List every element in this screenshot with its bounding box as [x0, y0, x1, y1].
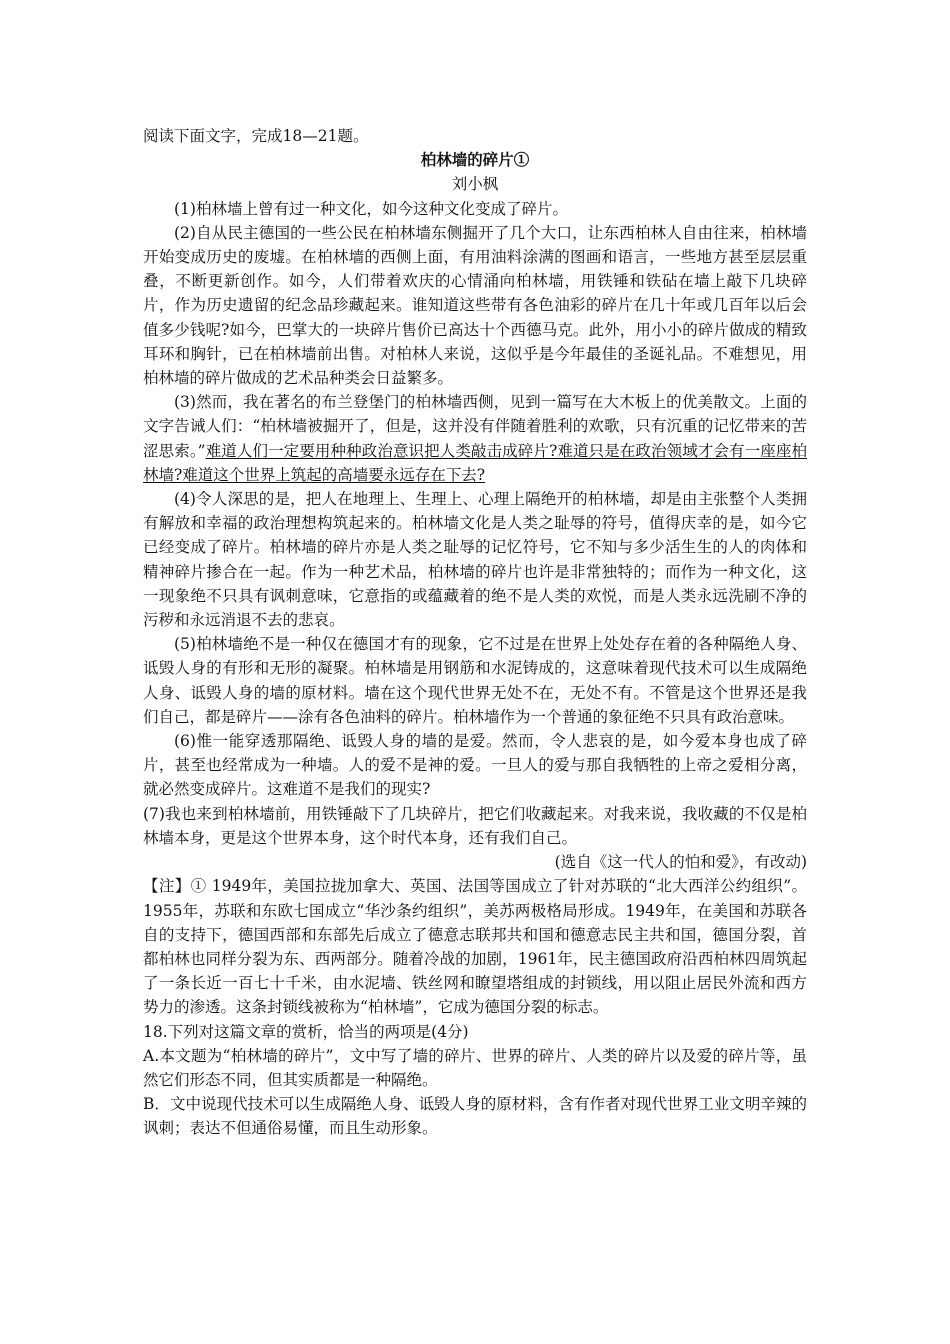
footnote: 【注】① 1949年，美国拉拢加拿大、英国、法国等国成立了针对苏联的“北大西洋公约组织”。1955年，苏联和东欧七国成立“华沙条约组织”，美苏两极格局形成。1949年，在美国和苏联各自的支持下，德国西部和东部先后成立了德意志联邦共和国和德意志民主共和国，德国分裂，首都柏林也同样分裂为东、西两部分。随着冷战的加剧，1961年，民主德国政府沿西柏林四周筑起了一条长近一百七十千米，由水泥墙、铁丝网和瞭望塔组成的封锁线，用以阻止居民外流和西方势力的渗透。这条封锁线被称为“柏林墙”，它成为德国分裂的标志。 — [143, 877, 807, 1017]
paragraph-4: (4)令人深思的是，把人在地理上、生理上、心理上隔绝开的柏林墙，却是由主张整个人类拥有解放和幸福的政治理想构筑起来的。柏林墙文化是人类之耻辱的符号，值得庆幸的是，如今它已经变成了碎片。柏林墙的碎片亦是人类之耻辱的记忆符号，它不知与多少活生生的人的肉体和精神碎片掺合在一起。作为一种艺术品，柏林墙的碎片也许是非常独特的；而作为一种文化，这一现象绝不只具有讽刺意味，它意指的或蕴藏着的绝不是人类的欢悦，而是人类永远洗刷不净的污秽和永远消退不去的悲哀。 — [143, 490, 807, 630]
document-page — [143, 124, 807, 1141]
paragraph-6: (6)惟一能穿透那隔绝、诋毁人身的墙的是爱。然而，令人悲哀的是，如今爱本身也成了碎片，甚至也经常成为一种墙。人的爱不是神的爱。一旦人的爱与那自我牺牲的上帝之爱相分离，就必然变成碎片。这难道不是我们的现实? — [143, 732, 807, 799]
paragraph-1: (1)柏林墙上曾有过一种文化，如今这种文化变成了碎片。 — [174, 199, 568, 218]
option-a: A.本文题为“柏林墙的碎片”，文中写了墙的碎片、世界的碎片、人类的碎片以及爱的碎片等，虽然它们形态不同，但其实质都是一种隔绝。 — [143, 1046, 807, 1089]
article-author: 刘小枫 — [451, 175, 499, 194]
intro-line: 阅读下面文字，完成18—21题。 — [143, 127, 369, 145]
paragraph-3-text: (3)然而，我在著名的布兰登堡门的柏林墙西侧，见到一篇写在大木板上的优美散文。上面的文字告诫人们：“柏林墙被掘开了，但是，这并没有伴随着胜利的欢歌，只有沉重的记忆带来的苦涩思索。” — [143, 393, 807, 460]
source-citation: (选自《这一代人的怕和爱》，有改动) — [554, 853, 807, 872]
option-b: B．文中说现代技术可以生成隔绝人身、诋毁人身的原材料，含有作者对现代世界工业文明辛辣的讽刺；表达不但通俗易懂，而且生动形象。 — [143, 1095, 807, 1138]
paragraph-3-underlined-text: 难道人们一定要用种种政治意识把人类敲击成碎片?难道只是在政治领域才会有一座座柏林墙?难道这个世界上筑起的高墙要永远存在下去? — [143, 441, 807, 484]
paragraph-7: (7)我也来到柏林墙前，用铁锤敲下了几块碎片，把它们收藏起来。对我来说，我收藏的不仅是柏林墙本身，更是这个世界本身，这个时代本身，还有我们自己。 — [143, 804, 807, 847]
paragraph-5: (5)柏林墙绝不是一种仅在德国才有的现象，它不过是在世界上处处存在着的各种隔绝人身、诋毁人身的有形和无形的凝聚。柏林墙是用钢筋和水泥铸成的，这意味着现代技术可以生成隔绝人身、诋毁人身的墙的原材料。墙在这个现代世界无处不在，无处不有。不管是这个世界还是我们自己，都是碎片——涂有各色油料的碎片。柏林墙作为一个普通的象征绝不只具有政治意味。 — [143, 635, 807, 726]
question-18: 18.下列对这篇文章的赏析，恰当的两项是(4分) — [143, 1022, 469, 1041]
article-title: 柏林墙的碎片① — [420, 150, 530, 170]
paragraph-2: (2)自从民主德国的一些公民在柏林墙东侧掘开了几个大口，让东西柏林人自由往来，柏林墙开始变成历史的废墟。在柏林墙的西侧上面，有用油料涂满的图画和语言，一些地方甚至层层重叠，不断更新创作。如今，人们带着欢庆的心情涌向柏林墙，用铁锤和铁砧在墙上敲下几块碎片，作为历史遗留的纪念品珍藏起来。谁知道这些带有各色油彩的碎片在几十年或几百年以后会值多少钱呢?如今，巴掌大的一块碎片售价已高达十个西德马克。此外，用小小的碎片做成的精致耳环和胸针，已在柏林墙前出售。对柏林人来说，这似乎是今年最佳的圣诞礼品。不难想见，用柏林墙的碎片做成的艺术品种类会日益繁多。 — [143, 223, 807, 388]
paragraph-3 — [143, 390, 807, 487]
